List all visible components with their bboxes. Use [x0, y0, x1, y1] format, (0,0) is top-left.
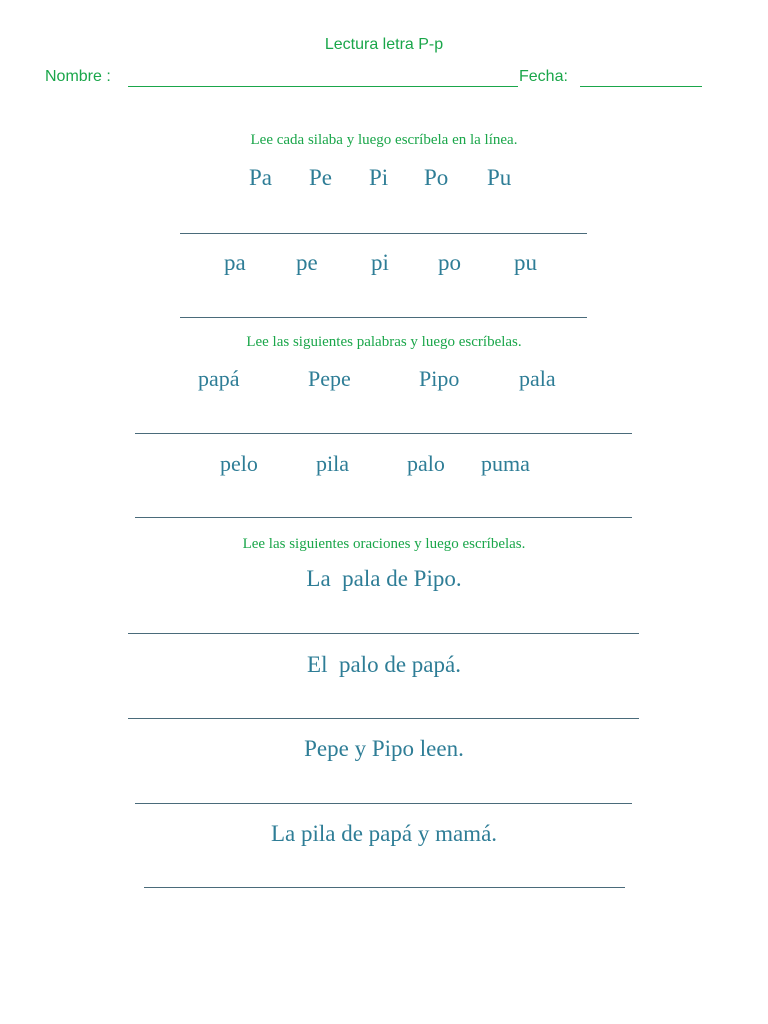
word: Pipo — [419, 366, 460, 391]
word: pala — [519, 366, 556, 391]
word: pelo — [220, 451, 258, 476]
syllable: po — [438, 250, 461, 275]
writing-line[interactable] — [135, 803, 632, 804]
name-blank-line[interactable] — [128, 86, 518, 87]
syllable: Po — [424, 165, 449, 190]
word: Pepe — [308, 366, 351, 391]
word: puma — [481, 451, 530, 476]
name-label: Nombre : — [45, 68, 111, 85]
instruction-words: Lee las siguientes palabras y luego escríbelas. — [246, 334, 522, 350]
syllable: pa — [224, 250, 246, 275]
writing-line[interactable] — [128, 718, 639, 719]
word: papá — [198, 366, 240, 391]
word: pila — [316, 451, 349, 476]
syllable: Pa — [249, 165, 272, 190]
writing-line[interactable] — [180, 317, 587, 318]
instruction-syllables: Lee cada silaba y luego escríbela en la línea. — [250, 132, 518, 148]
syllable: pu — [514, 250, 537, 275]
syllable: pe — [296, 250, 318, 275]
writing-line[interactable] — [135, 433, 632, 434]
writing-line[interactable] — [144, 887, 625, 888]
writing-line[interactable] — [135, 517, 632, 518]
date-blank-line[interactable] — [580, 86, 702, 87]
sentence: La pala de Pipo. — [306, 566, 462, 591]
page-title: Lectura letra P-p — [324, 36, 444, 53]
sentence: Pepe y Pipo leen. — [304, 736, 464, 761]
syllable: Pe — [309, 165, 332, 190]
syllable: pi — [371, 250, 389, 275]
sentence: La pila de papá y mamá. — [270, 821, 498, 846]
sentence: El palo de papá. — [307, 652, 461, 677]
syllable: Pu — [487, 165, 512, 190]
date-label: Fecha: — [519, 68, 568, 85]
word: palo — [407, 451, 445, 476]
writing-line[interactable] — [128, 633, 639, 634]
writing-line[interactable] — [180, 233, 587, 234]
syllable: Pi — [369, 165, 389, 190]
instruction-sentences: Lee las siguientes oraciones y luego escríbelas. — [242, 536, 526, 552]
